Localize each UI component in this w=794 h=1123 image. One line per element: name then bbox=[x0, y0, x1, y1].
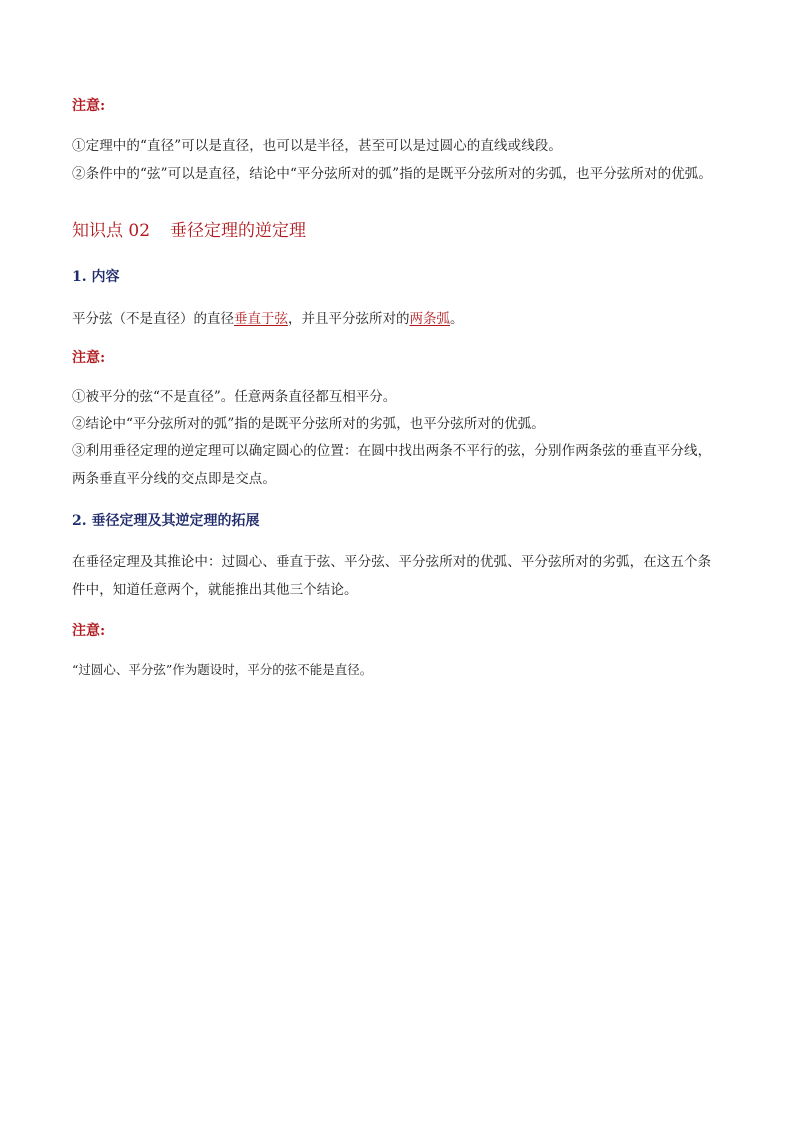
section-title bbox=[72, 219, 306, 243]
section-number: 知识点 02 bbox=[72, 221, 151, 241]
note1-item-2: ②条件中的“弦”可以是直径，结论中“平分弦所对的弧”指的是既平分弦所对的劣弧，也平分弦所对的优弧。 bbox=[72, 166, 713, 182]
note-label-3: 注意: bbox=[72, 623, 106, 639]
content-text-before: 平分弦（不是直径）的直径 bbox=[72, 311, 234, 327]
highlight-perpendicular: 垂直于弦 bbox=[234, 311, 288, 327]
content-paragraph bbox=[72, 309, 724, 329]
note-label-2: 注意: bbox=[72, 350, 106, 366]
note1-item-1: ①定理中的“直径”可以是直径，也可以是半径，甚至可以是过圆心的直线或线段。 bbox=[72, 138, 563, 154]
content-heading: 1. 内容 bbox=[72, 269, 120, 285]
highlight-two-arcs: 两条弧 bbox=[409, 311, 450, 327]
content-text-after: 。 bbox=[450, 311, 464, 327]
note2-item-1: ①被平分的弦“不是直径”。任意两条直径都互相平分。 bbox=[72, 389, 397, 405]
note3-text: “过圆心、平分弦”作为题设时，平分的弦不能是直径。 bbox=[72, 662, 373, 677]
extension-paragraph: 在垂径定理及其推论中：过圆心、垂直于弦、平分弦、平分弦所对的优弧、平分弦所对的劣弧，在这五个条件中，知道任意两个，就能推出其他三个结论。 bbox=[72, 554, 712, 598]
note2-item-2: ②结论中“平分弦所对的弧”指的是既平分弦所对的劣弧，也平分弦所对的优弧。 bbox=[72, 416, 545, 432]
note2-item-3: ③利用垂径定理的逆定理可以确定圆心的位置：在圆中找出两条不平行的弦，分别作两条弦的垂直平分线，两条垂直平分线的交点即是交点。 bbox=[72, 443, 712, 487]
section-title-text: 垂径定理的逆定理 bbox=[170, 221, 307, 241]
extension-heading: 2. 垂径定理及其逆定理的拓展 bbox=[72, 513, 260, 529]
content-text-middle: ，并且平分弦所对的 bbox=[288, 311, 410, 327]
note-label-1: 注意: bbox=[72, 98, 106, 114]
